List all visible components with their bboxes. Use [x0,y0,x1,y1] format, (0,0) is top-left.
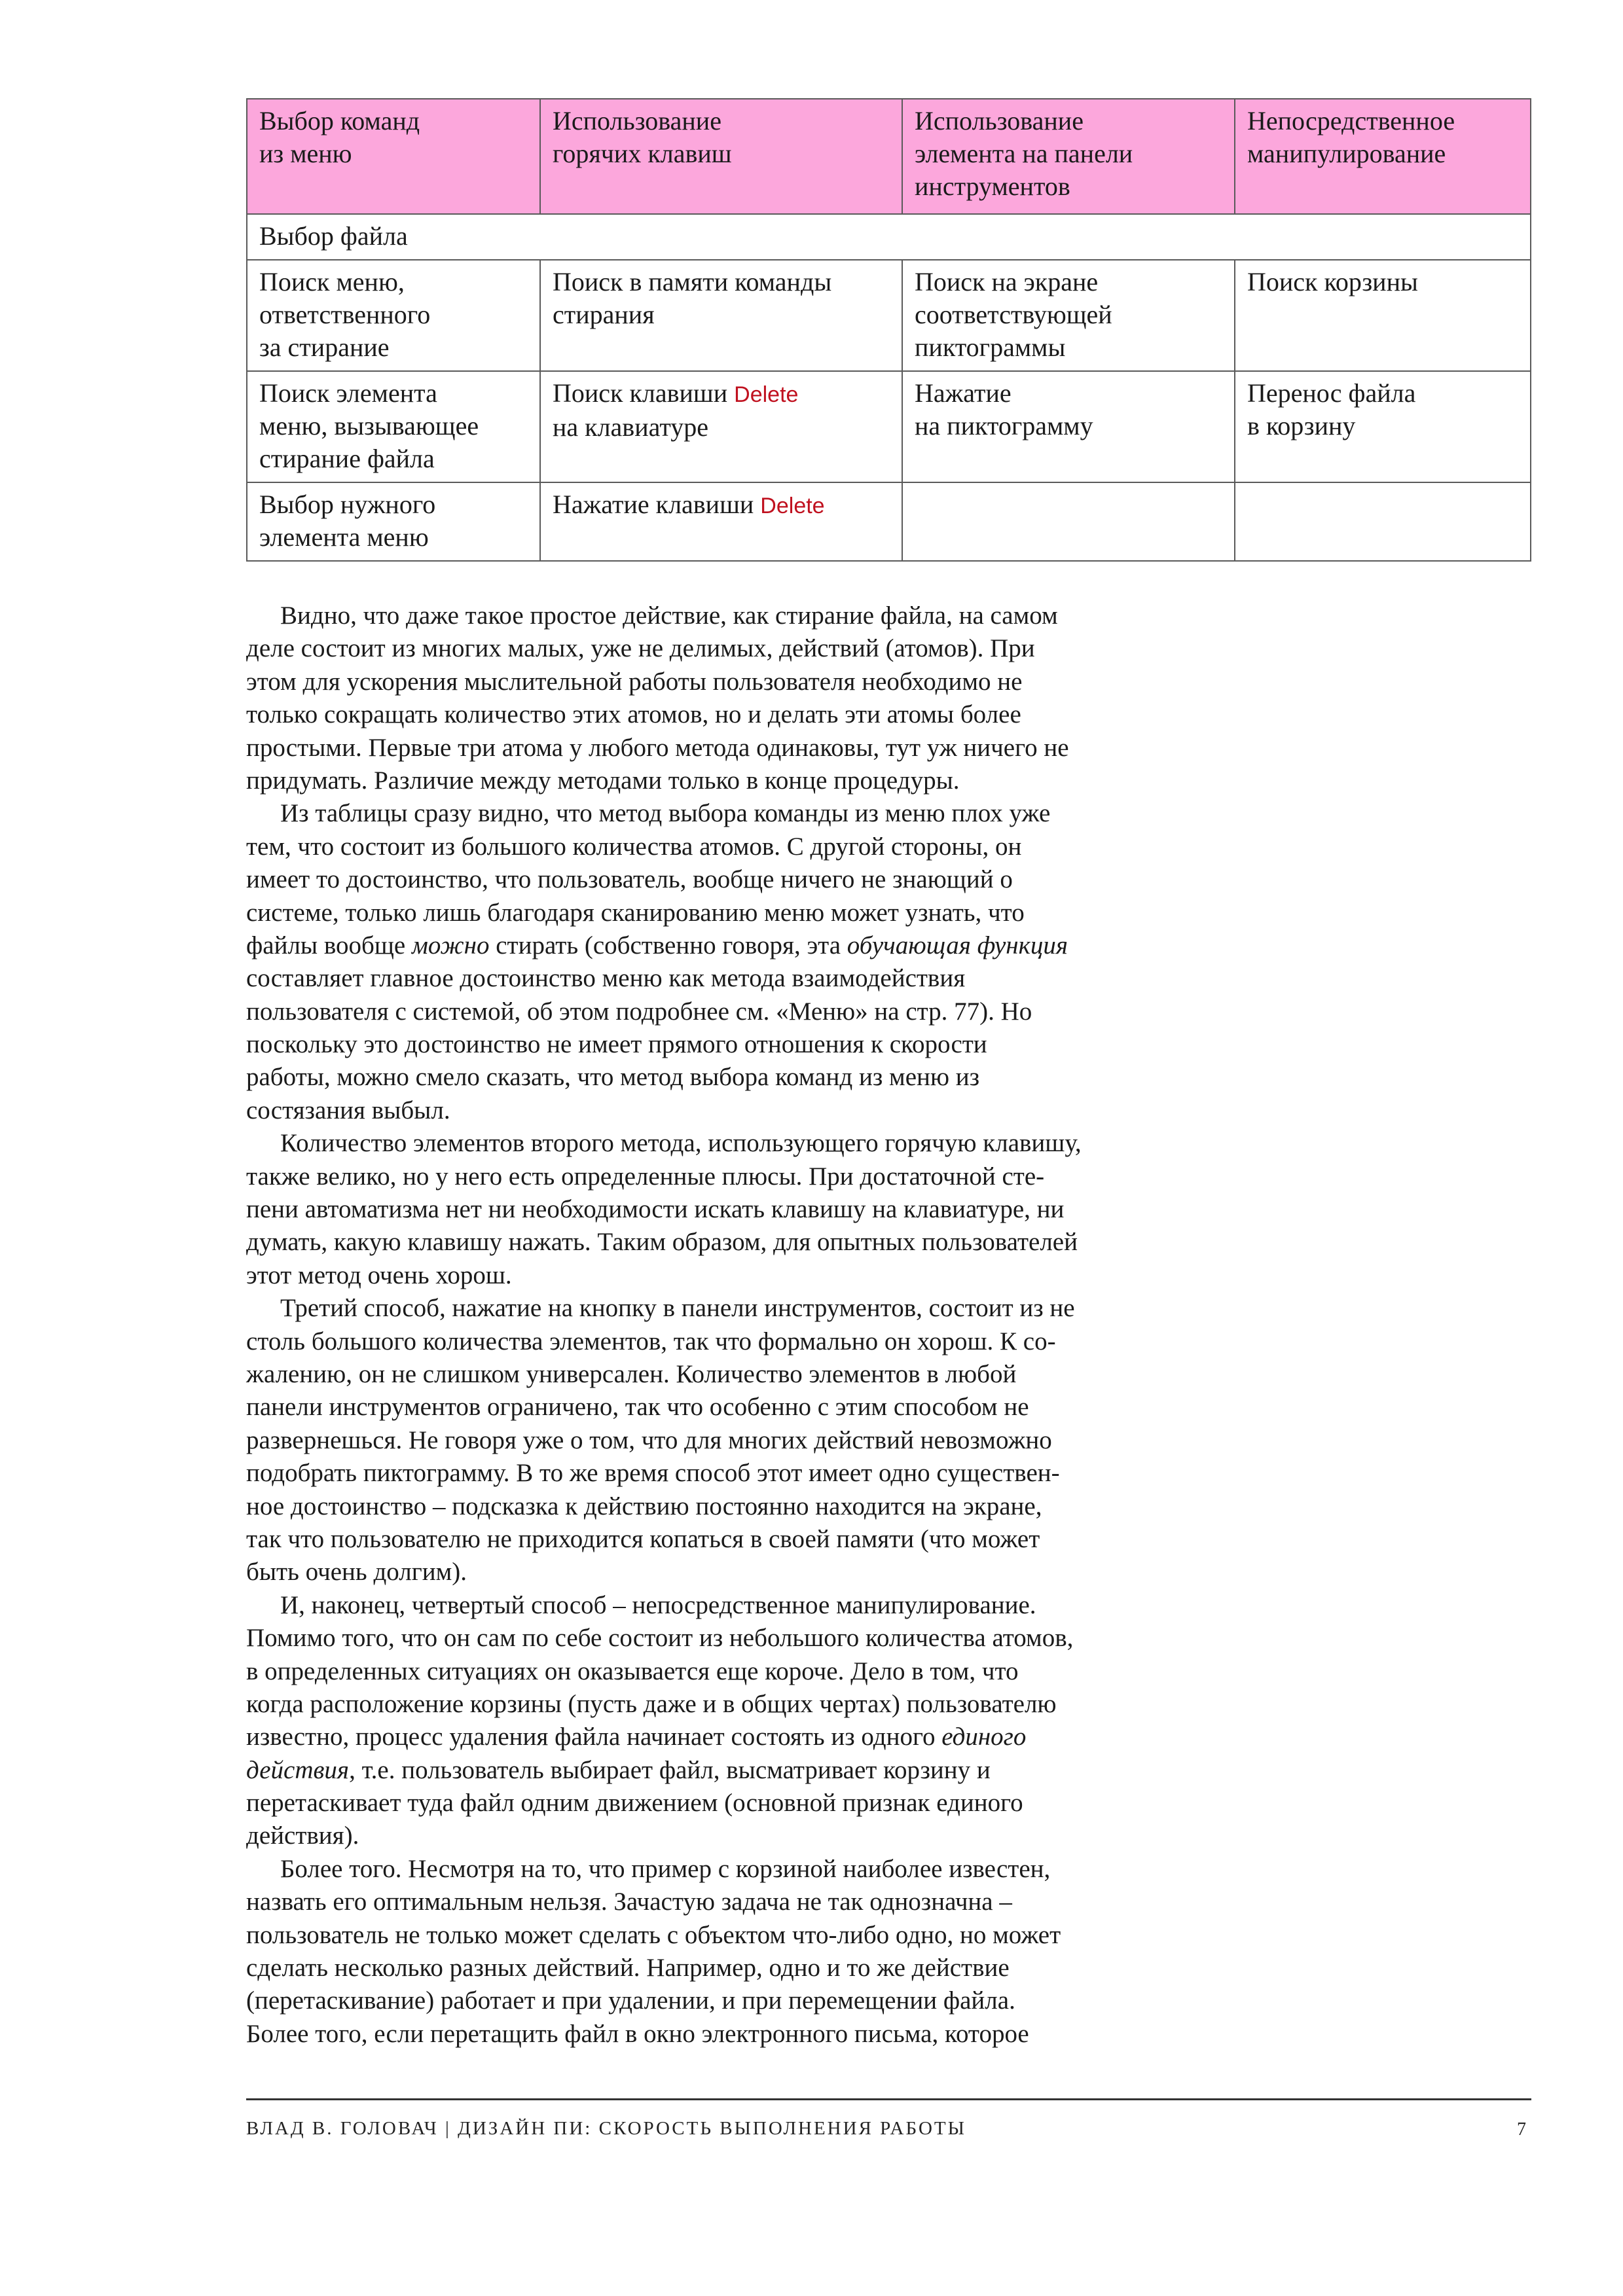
table-cell: Нажатие на пиктограмму [902,371,1235,482]
paragraph-line: пользователь не только может сделать с объектом что-либо одно, но может [246,1920,1061,1949]
paragraph-line: Более того, если перетащить файл в окно электронного письма, которое [246,2019,1029,2048]
paragraph-line: действия). [246,1821,359,1850]
paragraph-line: состязания выбыл. [246,1096,450,1124]
running-footer: ВЛАД В. ГОЛОВАЧ | ДИЗАЙН ПИ: СКОРОСТЬ ВЫПОЛНЕНИЯ РАБОТЫ [246,2118,966,2139]
delete-key-label: Delete [760,493,825,518]
paragraph-line: сделать несколько разных действий. Например, одно и то же действие [246,1954,1010,1982]
paragraph-line: назвать его оптимальным нельзя. Зачастую задача не так однозначна – [246,1888,1012,1916]
paragraph-line: имеет то достоинство, что пользователь, вообще ничего не знающий о [246,865,1013,894]
table-header-row [247,99,1531,214]
header-cell-hotkeys: Использование горячих клавиш [540,99,902,214]
table-cell: Поиск корзины [1235,260,1531,371]
paragraph-line: системе, только лишь благодаря сканированию меню может узнать, что [246,898,1025,927]
paragraph-line: Количество элементов второго метода, использующего горячую клавишу, [280,1129,1082,1158]
paragraph-line: пени автоматизма нет ни необходимости искать клавишу на клавиатуре, ни [246,1195,1065,1224]
table-cell: Выбор нужного элемента меню [247,482,540,561]
paragraph-line: (перетаскивание) работает и при удалении, и при перемещении файла. [246,1986,1015,2015]
table-cell: Поиск меню, ответственного за стирание [247,260,540,371]
paragraph-line: Видно, что даже такое простое действие, как стирание файла, на самом [280,601,1058,630]
table-row [247,371,1531,482]
paragraph-line: жалению, он не слишком универсален. Количество элементов в любой [246,1359,1017,1388]
emphasis: можно [411,931,490,960]
paragraph-line: И, наконец, четвертый способ – непосредственное манипулирование. [280,1590,1036,1619]
paragraph-line: этот метод очень хорош. [246,1261,512,1289]
table-cell: Поиск на экране соответствующей пиктограммы [902,260,1235,371]
emphasis: единого [941,1723,1027,1751]
header-cell-menu: Выбор команд из меню [247,99,540,214]
paragraph-line: в определенных ситуациях он оказывается еще короче. Дело в том, что [246,1657,1019,1685]
paragraph-line: когда расположение корзины (пусть даже и в общих чертах) пользователю [246,1689,1057,1718]
paragraph-line: действия, т.е. пользователь выбирает файл, высматривает корзину и [246,1755,991,1784]
body-text [246,600,1222,2051]
paragraph-line: столь большого количества элементов, так что формально он хорош. К со- [246,1327,1056,1355]
paragraph-line: Из таблицы сразу видно, что метод выбора команды из меню плох уже [280,799,1051,828]
footer-divider [246,2098,1531,2100]
comparison-table [246,98,1531,562]
paragraph-line: перетаскивает туда файл одним движением (основной признак единого [246,1789,1023,1818]
table-row [247,482,1531,561]
table-row [247,214,1531,260]
paragraph-line: тем, что состоит из большого количества атомов. С другой стороны, он [246,832,1022,861]
paragraph-line: ное достоинство – подсказка к действию постоянно находится на экране, [246,1492,1042,1520]
emphasis: обучающая функция [847,931,1068,960]
emphasis: действия [246,1755,350,1784]
paragraph-line: Помимо того, что он сам по себе состоит из небольшого количества атомов, [246,1624,1074,1653]
paragraph-line: известно, процесс удаления файла начинает состоять из одного единого [246,1723,1027,1751]
paragraph-line: придумать. Различие между методами только в конце процедуры. [246,766,960,795]
table-cell: Поиск элемента меню, вызывающее стирание файла [247,371,540,482]
paragraph-line: поскольку это достоинство не имеет прямого отношения к скорости [246,1030,987,1059]
paragraph-line: быть очень долгим). [246,1558,467,1587]
table-cell: Поиск клавиши Delete на клавиатуре [540,371,902,482]
table-row [247,260,1531,371]
paragraph-line: составляет главное достоинство меню как метода взаимодействия [246,964,966,993]
paragraph-line: так что пользователю не приходится копаться в своей памяти (что может [246,1524,1040,1553]
table-cell [1235,482,1531,561]
header-cell-direct: Непосредственное манипулирование [1235,99,1531,214]
delete-key-label: Delete [734,382,799,407]
paragraph-line: Третий способ, нажатие на кнопку в панели инструментов, состоит из не [280,1294,1075,1323]
paragraph-line: деле состоит из многих малых, уже не делимых, действий (атомов). При [246,634,1035,663]
paragraph-line: панели инструментов ограничено, так что особенно с этим способом не [246,1393,1029,1422]
paragraph-line: файлы вообще можно стирать (собственно говоря, эта обучающая функция [246,931,1068,960]
table-cell: Поиск в памяти команды стирания [540,260,902,371]
table-cell-file: Выбор файла [247,214,1531,260]
paragraph-line: развернешься. Не говоря уже о том, что для многих действий невозможно [246,1426,1052,1454]
header-cell-toolbar: Использование элемента на панели инструментов [902,99,1235,214]
paragraph-line: подобрать пиктограмму. В то же время способ этот имеет одно существен- [246,1459,1060,1488]
paragraph-line: простыми. Первые три атома у любого метода одинаковы, тут уж ничего не [246,733,1069,762]
table-cell: Перенос файла в корзину [1235,371,1531,482]
paragraph-line: только сокращать количество этих атомов, но и делать эти атомы более [246,700,1021,729]
paragraph-line: Более того. Несмотря на то, что пример с корзиной наиболее известен, [280,1854,1051,1883]
table-cell [902,482,1235,561]
paragraph-line: думать, какую клавишу нажать. Таким образом, для опытных пользователей [246,1228,1078,1257]
paragraph-line: этом для ускорения мыслительной работы пользователя необходимо не [246,667,1023,696]
paragraph-line: пользователя с системой, об этом подробнее см. «Меню» на стр. 77). Но [246,997,1032,1026]
paragraph-line: работы, можно смело сказать, что метод выбора команд из меню из [246,1063,980,1092]
page-number: 7 [1517,2119,1526,2140]
paragraph-line: также велико, но у него есть определенные плюсы. При достаточной сте- [246,1162,1045,1191]
table-cell: Нажатие клавиши Delete [540,482,902,561]
